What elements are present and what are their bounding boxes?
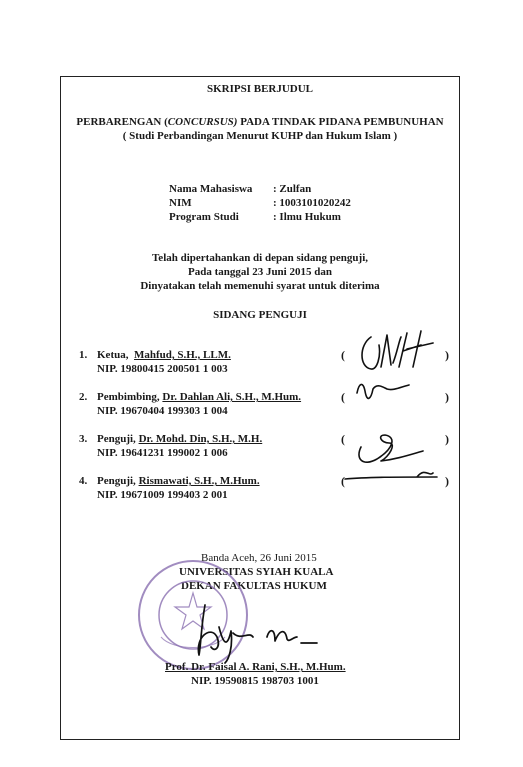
thesis-title-italic: CONCURSUS) [167,116,238,128]
student-name-value: : Zulfan [273,183,312,195]
examiner-role: Penguji, [97,433,136,445]
dean-title: DEKAN FAKULTAS HUKUM [181,580,327,592]
sig-bracket-close: ) [445,348,449,362]
dean-nip: NIP. 19590815 198703 1001 [191,675,319,687]
sig-bracket-open: ( [341,390,345,404]
examiner-nip: NIP. 19671009 199403 2 001 [97,489,228,501]
examiner-nip: NIP. 19641231 199002 1 006 [97,447,228,459]
examiner-number: 2. [79,391,88,403]
sig-bracket-open: ( [341,474,345,488]
examiner-nip: NIP. 19800415 200501 1 003 [97,363,228,375]
examiner-entry [97,475,260,488]
sig-bracket-close: ) [445,432,449,446]
student-name-label: Nama Mahasiswa [169,183,253,195]
thesis-title-part: PADA TINDAK PIDANA PEMBUNUHAN [237,116,444,128]
statement-line: Telah dipertahankan di depan sidang penguji, [151,252,368,264]
sig-bracket-open: ( [341,432,345,446]
examiner-number: 4. [79,475,88,487]
examiner-signatures [337,327,461,507]
examiner-name: Rismawati, S.H., M.Hum. [138,475,260,487]
thesis-title [61,116,459,129]
examiner-role: Penguji, [97,475,136,487]
examiner-entry [97,433,262,446]
statement-line: Pada tanggal 23 Juni 2015 dan [188,266,332,278]
student-program-label: Program Studi [169,211,239,223]
panel-heading: SIDANG PENGUJI [213,309,307,321]
examiner-entry [97,391,301,404]
examiner-role: Ketua, [97,349,129,361]
dean-name [165,661,346,674]
student-nim-label: NIM [169,197,192,209]
examiner-name: Mahfud, S.H., LLM. [133,349,231,361]
dean-name-text: Prof. Dr. Faisal A. Rani, S.H., M.Hum. [165,661,346,673]
approval-page [60,76,460,740]
thesis-title-part: PERBARENGAN ( [76,116,168,128]
thesis-subtitle: ( Studi Perbandingan Menurut KUHP dan Hukum Islam ) [122,130,398,142]
university-name: UNIVERSITAS SYIAH KUALA [179,566,334,578]
sig-bracket-close: ) [445,474,449,488]
place-date: Banda Aceh, 26 Juni 2015 [201,552,317,564]
student-program-value: : Ilmu Hukum [273,211,341,223]
signature-1 [362,331,433,369]
sig-bracket-close: ) [445,390,449,404]
dean-signature [171,597,341,667]
examiner-name: Dr. Mohd. Din, S.H., M.H. [138,433,263,445]
examiner-entry [97,349,231,362]
examiner-name: Dr. Dahlan Ali, S.H., M.Hum. [162,391,302,403]
examiner-nip: NIP. 19670404 199303 1 004 [97,405,228,417]
sig-bracket-open: ( [341,348,345,362]
signature-3 [359,435,423,462]
page-title: SKRIPSI BERJUDUL [206,83,314,95]
examiner-number: 1. [79,349,88,361]
signature-2 [357,384,409,398]
student-nim-value: : 1003101020242 [273,197,351,209]
examiner-number: 3. [79,433,88,445]
statement-line: Dinyatakan telah memenuhi syarat untuk diterima [140,280,380,292]
examiner-role: Pembimbing, [97,391,160,403]
signature-4 [345,472,437,479]
